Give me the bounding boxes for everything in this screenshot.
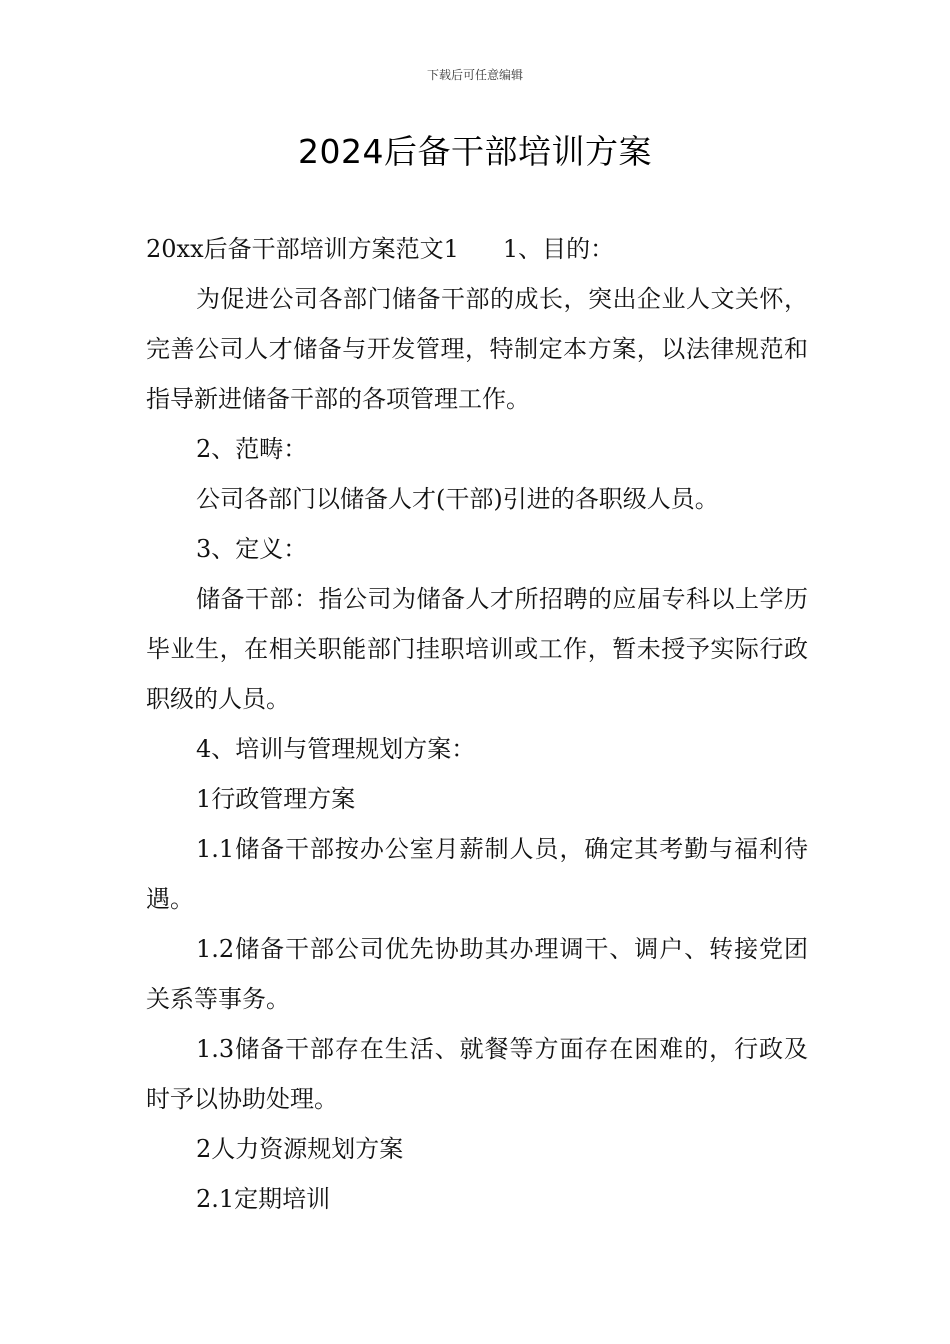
page-title: 2024后备干部培训方案 (298, 132, 652, 171)
paragraph-scope: 公司各部门以储备人才(干部)引进的各职级人员。 (196, 485, 719, 513)
paragraph-purpose: 为促进公司各部门储备干部的成长，突出企业人文关怀，完善公司人才储备与开发管理，特制定本方案，以法律规范和指导新进储备干部的各项管理工作。 (146, 285, 808, 413)
heading-scope: 2、范畴： (196, 435, 308, 463)
intro-right: 1、目的： (502, 235, 615, 263)
paragraph-1-3: 1.3储备干部存在生活、就餐等方面存在困难的，行政及时予以协助处理。 (146, 1035, 808, 1113)
intro-line (146, 224, 808, 274)
heading-plan: 4、培训与管理规划方案： (196, 735, 476, 763)
paragraph-1-1: 1.1储备干部按办公室月薪制人员，确定其考勤与福利待遇。 (146, 835, 808, 913)
subheading-admin: 1行政管理方案 (196, 785, 356, 813)
paragraph-1-2: 1.2储备干部公司优先协助其办理调干、调户、转接党团关系等事务。 (146, 935, 808, 1013)
document-body (146, 224, 808, 1224)
header-note: 下载后可任意编辑 (426, 68, 523, 82)
heading-definition: 3、定义： (196, 535, 308, 563)
paragraph-definition: 储备干部：指公司为储备人才所招聘的应届专科以上学历毕业生，在相关职能部门挂职培训或工作，暂未授予实际行政职级的人员。 (146, 585, 808, 713)
intro-left: 20xx后备干部培训方案范文1 (146, 235, 459, 263)
paragraph-2-1: 2.1定期培训 (196, 1185, 331, 1213)
subheading-hr: 2人力资源规划方案 (196, 1135, 404, 1163)
